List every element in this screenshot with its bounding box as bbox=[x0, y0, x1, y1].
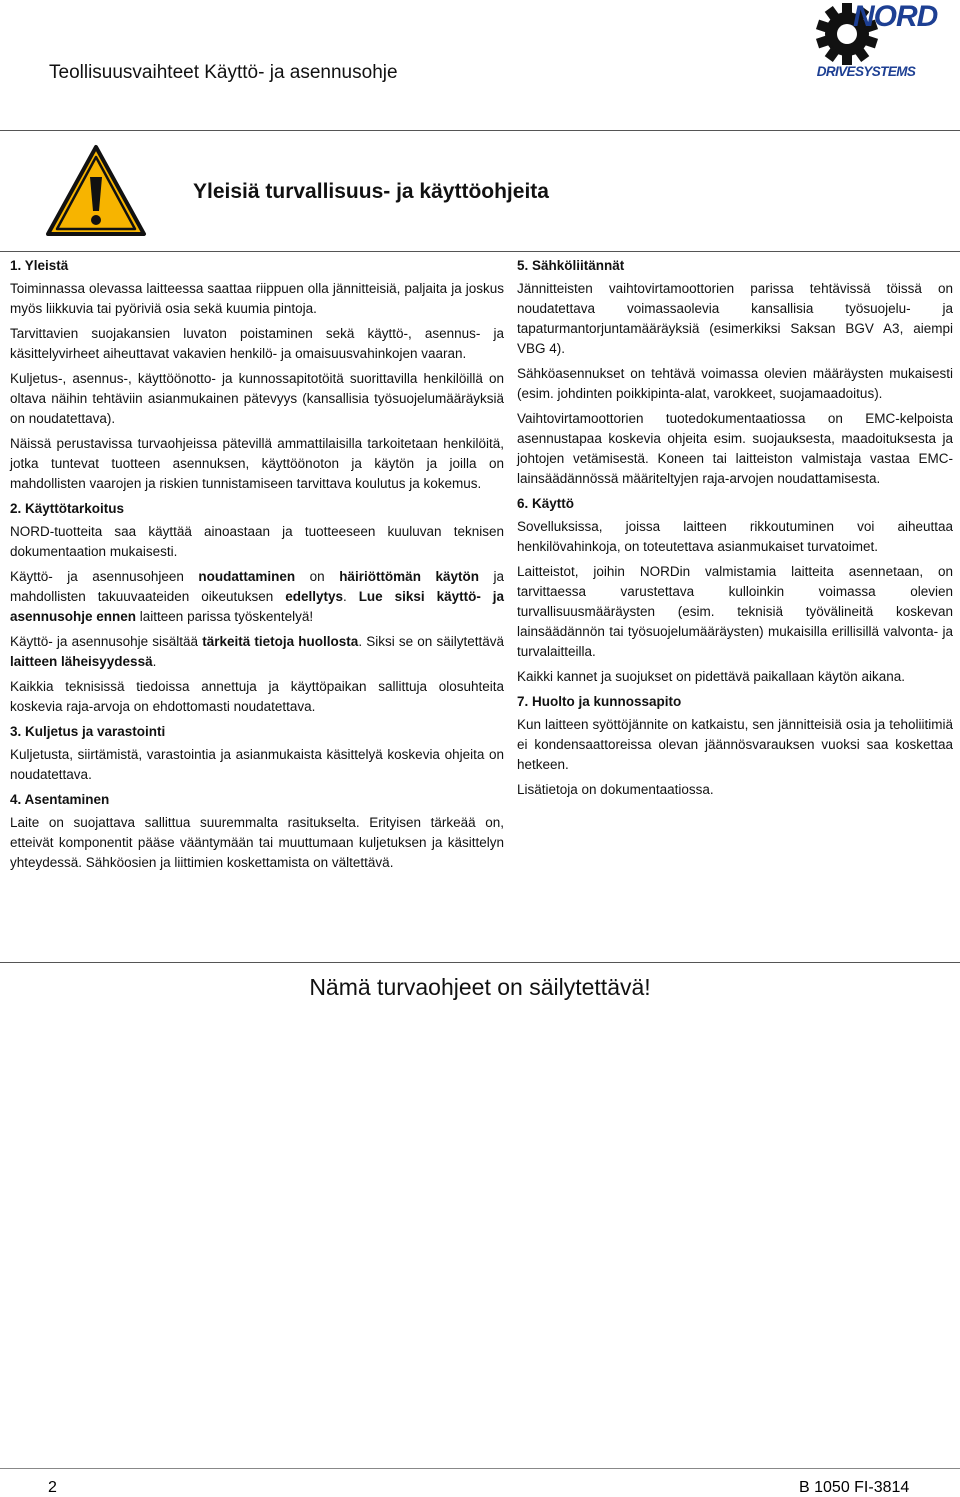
warning-icon bbox=[44, 143, 148, 239]
paragraph: Kuljetus-, asennus-, käyttöönotto- ja kunnossapitotöitä suorittavilla henkilöillä on oltava näihin tehtäviin asianmukainen pätevyys (kansallisia työsuojelumääräyksiä on noudatettava). bbox=[10, 371, 504, 426]
paragraph: Sähköasennukset on tehtävä voimassa olevien määräysten mukaisesti (esim. johdinten poikkipinta-alat, varokkeet, suojamaadoitus). bbox=[517, 366, 953, 401]
text: on bbox=[295, 569, 340, 584]
document-code: B 1050 FI-3814 bbox=[799, 1479, 910, 1496]
bold-text: noudattaminen bbox=[198, 569, 296, 584]
right-column bbox=[517, 256, 953, 805]
section-heading: 1. Yleistä bbox=[10, 258, 69, 273]
section-heading: 7. Huolto ja kunnossapito bbox=[517, 694, 682, 709]
bold-text: Lue siksi käyttö- ja asennusohje ennen bbox=[10, 589, 505, 624]
paragraph: Kaikkia teknisissä tiedoissa annettuja ja käyttöpaikan sallittuja olosuhteita koskevia raja-arvoja on ehdottomasti noudatettava. bbox=[10, 679, 504, 714]
page-title: Yleisiä turvallisuus- ja käyttöohjeita bbox=[193, 180, 549, 203]
page-number: 2 bbox=[48, 1479, 57, 1496]
page-bottom-divider bbox=[0, 1468, 960, 1469]
text: laitteen parissa työskentelyä! bbox=[136, 609, 314, 624]
text: Käyttö- ja asennusohjeen bbox=[10, 569, 199, 584]
paragraph: Kun laitteen syöttöjännite on katkaistu, sen jännitteisiä osia ja teholiitimiä ei kondensaattoreissa olevan jäännösvarauksen vuoksi saa koskettaa hetkeen. bbox=[517, 717, 953, 772]
paragraph: Laite on suojattava sallittua suuremmalta rasitukselta. Erityisen tärkeää on, etteivät komponentit pääse vääntymään tai muuttumaan kuljetuksen ja käsittelyn yhteydessä. Sähköosien ja liittimien koskettamista on vältettävä. bbox=[10, 815, 504, 870]
paragraph: Tarvittavien suojakansien luvaton poistaminen sekä käyttö-, asennus- ja käsittelyvirheet aiheuttavat vakavien henkilö- ja omaisuusvahinkojen vaaran. bbox=[10, 326, 504, 361]
section-heading: 6. Käyttö bbox=[517, 496, 575, 511]
paragraph: Laitteistot, joihin NORDin valmistamia laitteita asennetaan, on tarvittaessa varustettava kulloinkin voimassa olevien turvallisuusmääräysten (esim. teknisiä työvälineitä koskevan lainsäädännön tai työsuojelumääräysten) mukaisilla erillisillä valvonta- ja turvalaitteilla. bbox=[517, 564, 953, 659]
section-heading: 5. Sähköliitännät bbox=[517, 258, 625, 273]
paragraph: Näissä perustavissa turvaohjeissa pätevillä ammattilaisilla tarkoitetaan henkilöitä, jotka tuntevat tuotteen asennuksen, käyttöönoton ja käytön ja joilla on mahdollisten vaarojen ja riskien tunnistamiseen tarvittava koulutus ja kokemus. bbox=[10, 436, 504, 491]
paragraph: Kaikki kannet ja suojukset on pidettävä paikallaan käytön aikana. bbox=[517, 669, 905, 684]
logo-nord-text: NORD bbox=[853, 0, 938, 33]
section-heading: 4. Asentaminen bbox=[10, 792, 110, 807]
paragraph: Lisätietoja on dokumentaatiossa. bbox=[517, 782, 714, 797]
bold-text: laitteen läheisyydessä bbox=[10, 654, 153, 669]
text: Käyttö- ja asennusohje sisältää bbox=[10, 634, 203, 649]
logo-subtitle: DRIVESYSTEMS bbox=[816, 64, 916, 79]
text: . bbox=[343, 589, 359, 604]
paragraph: Vaihtovirtamoottorien tuotedokumentaatiossa on EMC-kelpoista asennustapaa koskevia ohjeita esim. suojauksesta, maadoituksesta ja johtojen vetämisestä. Koneen tai laitteiston valmistaja vastaa EMC-lainsäädännössä määriteltyjen raja-arvojen noudattamisesta. bbox=[517, 411, 953, 486]
text: . Siksi se on säilytettävä bbox=[358, 634, 504, 649]
paragraph: Kuljetusta, siirtämistä, varastointia ja asianmukaista käsittelyä koskevia ohjeita on noudatettava. bbox=[10, 747, 504, 782]
bold-text: tärkeitä tietoja huollosta bbox=[202, 634, 359, 649]
bold-text: edellytys bbox=[285, 589, 343, 604]
footer-divider bbox=[0, 962, 960, 963]
section-heading: 3. Kuljetus ja varastointi bbox=[10, 724, 166, 739]
paragraph: Toiminnassa olevassa laitteessa saattaa riippuen olla jännitteisiä, paljaita ja joskus myös liikkuvia tai pyöriviä osia sekä kuumia pintoja. bbox=[10, 281, 504, 316]
section-heading: 2. Käyttötarkoitus bbox=[10, 501, 125, 516]
paragraph: Jännitteisten vaihtovirtamoottorien parissa tehtävissä töissä on noudatettava voimassaolevia kansallisia työsuojelu- ja tapaturmantorjuntamääräyksiä (esimerkiksi Saksan BGV A3, aiempi VBG 4). bbox=[517, 281, 953, 356]
footer-notice: Nämä turvaohjeet on säilytettävä! bbox=[309, 974, 651, 1000]
left-column bbox=[10, 256, 504, 878]
text: . bbox=[152, 654, 157, 669]
text: ja mahdollisten takuuvaateiden oikeutuksen bbox=[10, 569, 504, 604]
header-title: Teollisuusvaihteet Käyttö- ja asennusohje bbox=[49, 62, 398, 83]
paragraph bbox=[10, 632, 504, 672]
paragraph bbox=[10, 567, 504, 627]
header-divider bbox=[0, 130, 960, 131]
bold-text: häiriöttömän käytön bbox=[339, 569, 479, 584]
paragraph: Sovelluksissa, joissa laitteen rikkoutuminen voi aiheuttaa henkilövahinkoja, on toteutettava asianmukaiset turvatoimet. bbox=[517, 519, 953, 554]
paragraph: NORD-tuotteita saa käyttää ainoastaan ja tuotteeseen kuuluvan teknisen dokumentaation mukaisesti. bbox=[10, 524, 504, 559]
title-divider bbox=[0, 251, 960, 252]
